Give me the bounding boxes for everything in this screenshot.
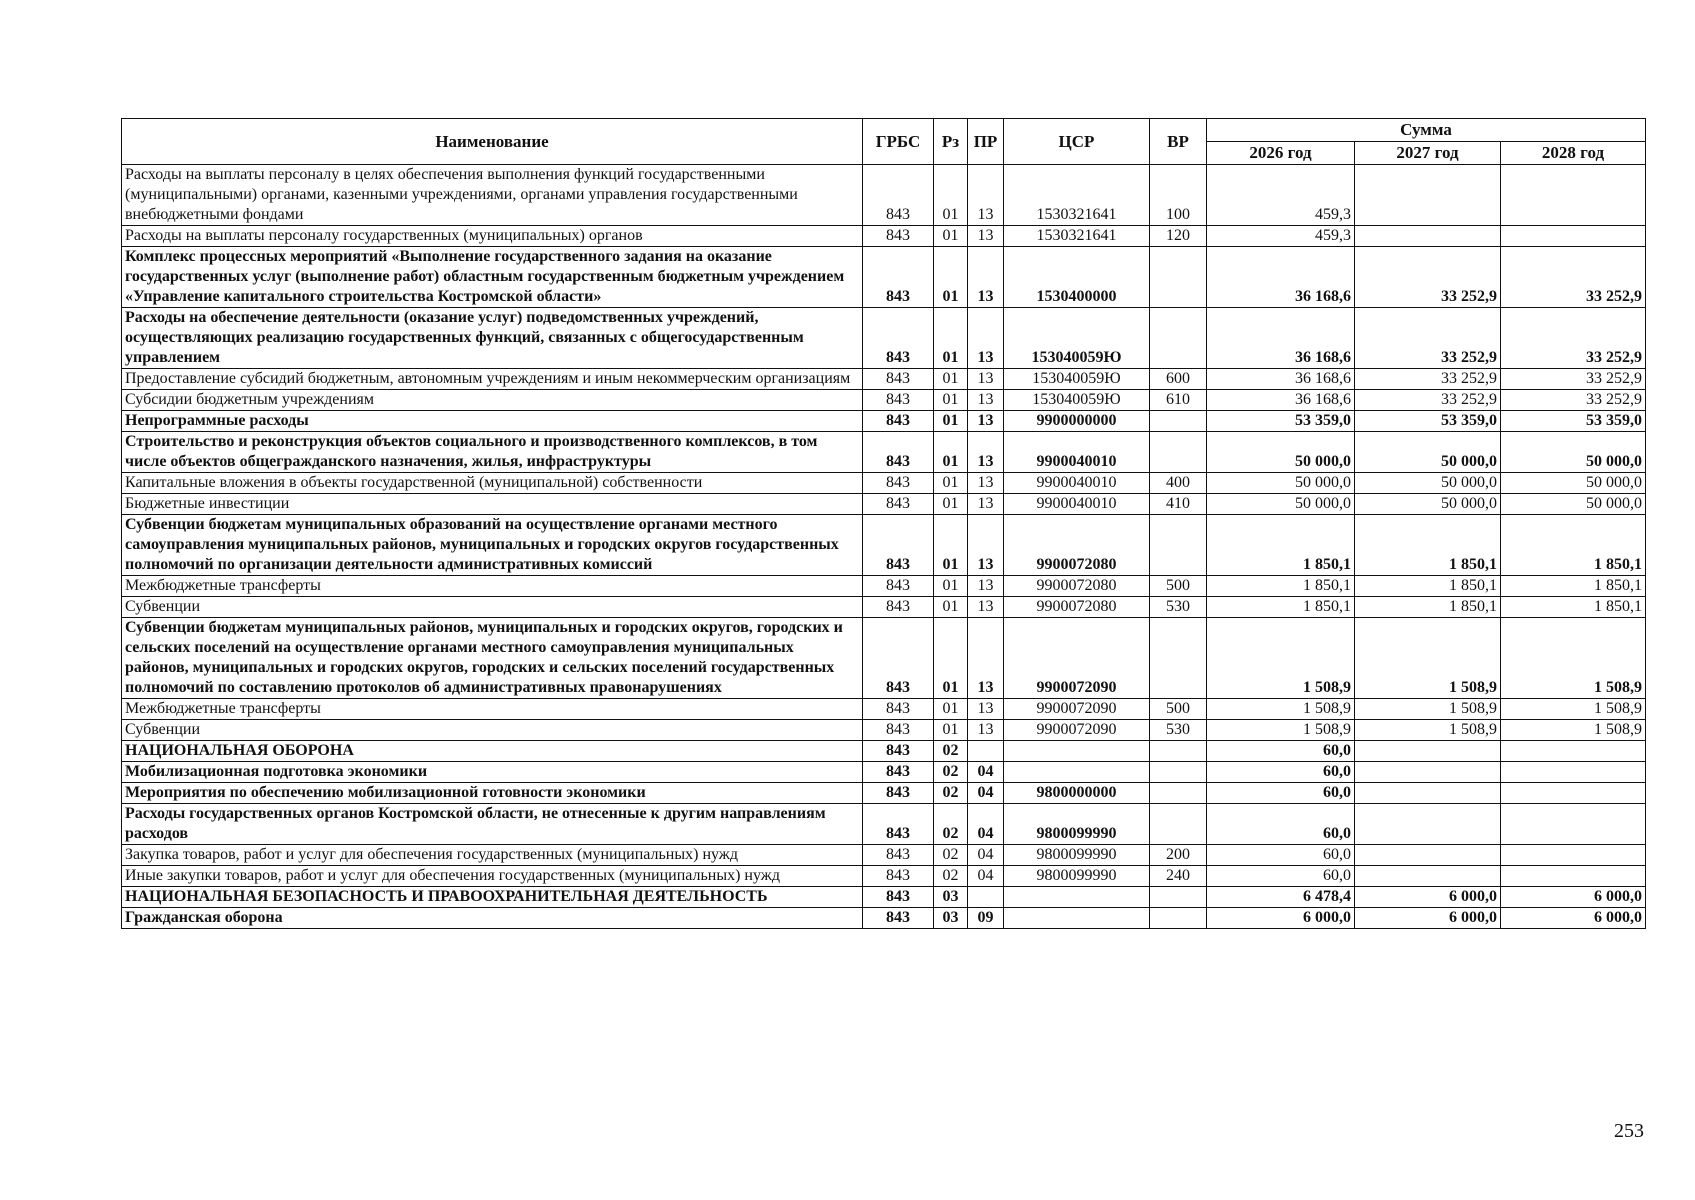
cell-grbs: 843 xyxy=(863,308,934,369)
cell-2028: 50 000,0 xyxy=(1501,432,1646,473)
cell-2028: 33 252,9 xyxy=(1501,247,1646,308)
cell-name: Иные закупки товаров, работ и услуг для обеспечения государственных (муниципальных) нужд xyxy=(122,866,863,887)
cell-2027: 1 850,1 xyxy=(1355,576,1501,597)
cell-2026: 50 000,0 xyxy=(1207,473,1355,494)
cell-csr xyxy=(1004,908,1150,929)
cell-pr xyxy=(968,887,1004,908)
table-row xyxy=(122,720,1646,741)
cell-csr: 9900072090 xyxy=(1004,699,1150,720)
cell-csr xyxy=(1004,762,1150,783)
cell-csr xyxy=(1004,741,1150,762)
cell-csr: 9800099990 xyxy=(1004,866,1150,887)
cell-2028: 1 508,9 xyxy=(1501,699,1646,720)
cell-csr: 9800099990 xyxy=(1004,845,1150,866)
cell-name: Предоставление субсидий бюджетным, автономным учреждениям и иным некоммерческим организациям xyxy=(122,369,863,390)
cell-2026: 1 850,1 xyxy=(1207,597,1355,618)
header-2028: 2028 год xyxy=(1501,142,1646,165)
cell-grbs: 843 xyxy=(863,494,934,515)
cell-pr: 13 xyxy=(968,390,1004,411)
cell-2027: 6 000,0 xyxy=(1355,908,1501,929)
cell-csr xyxy=(1004,887,1150,908)
cell-2026: 60,0 xyxy=(1207,783,1355,804)
cell-name: НАЦИОНАЛЬНАЯ ОБОРОНА xyxy=(122,741,863,762)
cell-name: Расходы на выплаты персоналу в целях обеспечения выполнения функций государственными (муниципальными) органами, казенными учреждениями, органами управления государственными внебюджетными фондами xyxy=(122,165,863,226)
table-row xyxy=(122,494,1646,515)
cell-csr: 9900072080 xyxy=(1004,576,1150,597)
cell-name: Межбюджетные трансферты xyxy=(122,699,863,720)
cell-pr: 04 xyxy=(968,783,1004,804)
cell-csr: 9900072080 xyxy=(1004,597,1150,618)
cell-2026: 53 359,0 xyxy=(1207,411,1355,432)
cell-2028 xyxy=(1501,845,1646,866)
cell-2027 xyxy=(1355,165,1501,226)
cell-rz: 01 xyxy=(934,515,968,576)
cell-2026: 459,3 xyxy=(1207,226,1355,247)
cell-2027 xyxy=(1355,226,1501,247)
table-row xyxy=(122,308,1646,369)
cell-rz: 02 xyxy=(934,762,968,783)
cell-csr: 9800099990 xyxy=(1004,804,1150,845)
cell-pr: 13 xyxy=(968,473,1004,494)
table-row xyxy=(122,473,1646,494)
cell-grbs: 843 xyxy=(863,783,934,804)
cell-vr: 410 xyxy=(1150,494,1207,515)
cell-pr: 09 xyxy=(968,908,1004,929)
cell-grbs: 843 xyxy=(863,887,934,908)
cell-pr: 04 xyxy=(968,804,1004,845)
cell-2028 xyxy=(1501,762,1646,783)
cell-csr: 9900040010 xyxy=(1004,494,1150,515)
table-row xyxy=(122,908,1646,929)
cell-2026: 60,0 xyxy=(1207,845,1355,866)
cell-name: Капитальные вложения в объекты государственной (муниципальной) собственности xyxy=(122,473,863,494)
cell-2027: 50 000,0 xyxy=(1355,473,1501,494)
cell-pr: 13 xyxy=(968,432,1004,473)
cell-csr: 1530321641 xyxy=(1004,226,1150,247)
cell-2027: 1 850,1 xyxy=(1355,515,1501,576)
cell-vr xyxy=(1150,411,1207,432)
cell-vr xyxy=(1150,804,1207,845)
header-pr: ПР xyxy=(968,119,1004,165)
cell-name: Бюджетные инвестиции xyxy=(122,494,863,515)
table-body xyxy=(122,165,1646,929)
cell-2027 xyxy=(1355,783,1501,804)
table-row xyxy=(122,369,1646,390)
header-2026: 2026 год xyxy=(1207,142,1355,165)
cell-vr: 610 xyxy=(1150,390,1207,411)
cell-pr: 13 xyxy=(968,247,1004,308)
header-sum: Сумма xyxy=(1207,119,1646,142)
cell-2027: 53 359,0 xyxy=(1355,411,1501,432)
cell-vr xyxy=(1150,887,1207,908)
cell-pr: 04 xyxy=(968,866,1004,887)
cell-vr: 500 xyxy=(1150,699,1207,720)
cell-2028: 33 252,9 xyxy=(1501,308,1646,369)
cell-rz: 01 xyxy=(934,432,968,473)
table-row xyxy=(122,618,1646,699)
table-row xyxy=(122,411,1646,432)
cell-csr: 9900040010 xyxy=(1004,473,1150,494)
cell-csr: 153040059Ю xyxy=(1004,390,1150,411)
cell-2028 xyxy=(1501,783,1646,804)
cell-grbs: 843 xyxy=(863,741,934,762)
cell-grbs: 843 xyxy=(863,369,934,390)
table-row xyxy=(122,390,1646,411)
cell-grbs: 843 xyxy=(863,432,934,473)
table-row xyxy=(122,576,1646,597)
cell-pr: 13 xyxy=(968,576,1004,597)
cell-grbs: 843 xyxy=(863,515,934,576)
cell-2028: 6 000,0 xyxy=(1501,887,1646,908)
table-row xyxy=(122,165,1646,226)
table-row xyxy=(122,515,1646,576)
cell-2027: 1 508,9 xyxy=(1355,618,1501,699)
cell-pr: 13 xyxy=(968,720,1004,741)
cell-2028 xyxy=(1501,741,1646,762)
cell-rz: 01 xyxy=(934,369,968,390)
cell-grbs: 843 xyxy=(863,597,934,618)
cell-pr: 13 xyxy=(968,597,1004,618)
cell-vr xyxy=(1150,762,1207,783)
cell-2028 xyxy=(1501,165,1646,226)
cell-2028: 1 850,1 xyxy=(1501,597,1646,618)
table-row xyxy=(122,804,1646,845)
cell-rz: 02 xyxy=(934,866,968,887)
cell-2026: 50 000,0 xyxy=(1207,494,1355,515)
cell-grbs: 843 xyxy=(863,390,934,411)
table-header xyxy=(122,119,1646,165)
header-rz: Рз xyxy=(934,119,968,165)
cell-rz: 01 xyxy=(934,165,968,226)
cell-name: Комплекс процессных мероприятий «Выполнение государственного задания на оказание государственных услуг (выполнение работ) областным государственным бюджетным учреждением «Управление капитального строительства Костромской области» xyxy=(122,247,863,308)
budget-table xyxy=(121,118,1646,929)
cell-name: Расходы государственных органов Костромской области, не отнесенные к другим направлениям расходов xyxy=(122,804,863,845)
cell-pr: 13 xyxy=(968,226,1004,247)
cell-rz: 02 xyxy=(934,845,968,866)
cell-2026: 50 000,0 xyxy=(1207,432,1355,473)
cell-rz: 02 xyxy=(934,741,968,762)
cell-2027: 1 850,1 xyxy=(1355,597,1501,618)
cell-2027: 33 252,9 xyxy=(1355,390,1501,411)
cell-pr: 13 xyxy=(968,369,1004,390)
cell-rz: 03 xyxy=(934,887,968,908)
cell-vr: 240 xyxy=(1150,866,1207,887)
cell-rz: 01 xyxy=(934,411,968,432)
cell-vr xyxy=(1150,618,1207,699)
cell-vr: 200 xyxy=(1150,845,1207,866)
cell-2028: 53 359,0 xyxy=(1501,411,1646,432)
cell-2026: 36 168,6 xyxy=(1207,247,1355,308)
cell-csr: 9900072090 xyxy=(1004,618,1150,699)
cell-vr xyxy=(1150,308,1207,369)
cell-rz: 01 xyxy=(934,720,968,741)
table-row xyxy=(122,762,1646,783)
cell-2027: 33 252,9 xyxy=(1355,247,1501,308)
table-row xyxy=(122,432,1646,473)
cell-2027: 1 508,9 xyxy=(1355,699,1501,720)
header-csr: ЦСР xyxy=(1004,119,1150,165)
cell-name: Расходы на обеспечение деятельности (оказание услуг) подведомственных учреждений, осуществляющих реализацию государственных функций, связанных с общегосударственным управлением xyxy=(122,308,863,369)
cell-grbs: 843 xyxy=(863,866,934,887)
cell-2028: 1 508,9 xyxy=(1501,618,1646,699)
cell-2026: 459,3 xyxy=(1207,165,1355,226)
cell-vr xyxy=(1150,783,1207,804)
cell-name: Закупка товаров, работ и услуг для обеспечения государственных (муниципальных) нужд xyxy=(122,845,863,866)
cell-rz: 01 xyxy=(934,473,968,494)
cell-pr: 04 xyxy=(968,845,1004,866)
cell-2027 xyxy=(1355,741,1501,762)
header-vr: ВР xyxy=(1150,119,1207,165)
cell-pr: 13 xyxy=(968,165,1004,226)
cell-name: Субвенции xyxy=(122,597,863,618)
cell-pr xyxy=(968,741,1004,762)
cell-vr xyxy=(1150,741,1207,762)
cell-csr: 153040059Ю xyxy=(1004,308,1150,369)
cell-2028 xyxy=(1501,866,1646,887)
cell-csr: 9900072080 xyxy=(1004,515,1150,576)
cell-2026: 1 508,9 xyxy=(1207,699,1355,720)
cell-vr xyxy=(1150,432,1207,473)
cell-2026: 60,0 xyxy=(1207,866,1355,887)
table-row xyxy=(122,887,1646,908)
cell-2028 xyxy=(1501,226,1646,247)
cell-2028: 33 252,9 xyxy=(1501,369,1646,390)
cell-pr: 04 xyxy=(968,762,1004,783)
cell-pr: 13 xyxy=(968,308,1004,369)
cell-vr xyxy=(1150,908,1207,929)
cell-vr: 500 xyxy=(1150,576,1207,597)
cell-2026: 36 168,6 xyxy=(1207,390,1355,411)
cell-vr xyxy=(1150,247,1207,308)
cell-2027 xyxy=(1355,866,1501,887)
cell-2028: 33 252,9 xyxy=(1501,390,1646,411)
cell-2028: 1 850,1 xyxy=(1501,515,1646,576)
cell-pr: 13 xyxy=(968,494,1004,515)
cell-grbs: 843 xyxy=(863,908,934,929)
cell-grbs: 843 xyxy=(863,576,934,597)
page-number: 253 xyxy=(1614,1120,1644,1142)
cell-vr: 530 xyxy=(1150,720,1207,741)
cell-csr: 9900040010 xyxy=(1004,432,1150,473)
cell-2028: 1 850,1 xyxy=(1501,576,1646,597)
cell-name: Гражданская оборона xyxy=(122,908,863,929)
header-name: Наименование xyxy=(122,119,863,165)
cell-grbs: 843 xyxy=(863,762,934,783)
table-row xyxy=(122,741,1646,762)
cell-2026: 1 850,1 xyxy=(1207,515,1355,576)
header-2027: 2027 год xyxy=(1355,142,1501,165)
table-row xyxy=(122,699,1646,720)
cell-2026: 6 478,4 xyxy=(1207,887,1355,908)
cell-vr: 100 xyxy=(1150,165,1207,226)
cell-csr: 1530400000 xyxy=(1004,247,1150,308)
cell-rz: 01 xyxy=(934,247,968,308)
cell-vr: 120 xyxy=(1150,226,1207,247)
cell-name: Расходы на выплаты персоналу государственных (муниципальных) органов xyxy=(122,226,863,247)
cell-csr: 153040059Ю xyxy=(1004,369,1150,390)
cell-2027 xyxy=(1355,762,1501,783)
cell-2027: 1 508,9 xyxy=(1355,720,1501,741)
cell-vr: 530 xyxy=(1150,597,1207,618)
cell-name: Мероприятия по обеспечению мобилизационной готовности экономики xyxy=(122,783,863,804)
cell-2027: 33 252,9 xyxy=(1355,369,1501,390)
cell-grbs: 843 xyxy=(863,165,934,226)
cell-rz: 02 xyxy=(934,783,968,804)
cell-2027: 50 000,0 xyxy=(1355,432,1501,473)
header-grbs: ГРБС xyxy=(863,119,934,165)
cell-2026: 36 168,6 xyxy=(1207,369,1355,390)
cell-grbs: 843 xyxy=(863,720,934,741)
cell-vr xyxy=(1150,515,1207,576)
cell-name: Субсидии бюджетным учреждениям xyxy=(122,390,863,411)
cell-rz: 01 xyxy=(934,699,968,720)
cell-rz: 01 xyxy=(934,390,968,411)
cell-grbs: 843 xyxy=(863,804,934,845)
cell-grbs: 843 xyxy=(863,473,934,494)
cell-2027 xyxy=(1355,804,1501,845)
cell-2027: 6 000,0 xyxy=(1355,887,1501,908)
cell-name: Субвенции xyxy=(122,720,863,741)
cell-2028: 6 000,0 xyxy=(1501,908,1646,929)
table-row xyxy=(122,845,1646,866)
cell-pr: 13 xyxy=(968,699,1004,720)
cell-2026: 1 850,1 xyxy=(1207,576,1355,597)
cell-csr: 1530321641 xyxy=(1004,165,1150,226)
cell-pr: 13 xyxy=(968,618,1004,699)
cell-2028: 50 000,0 xyxy=(1501,473,1646,494)
cell-pr: 13 xyxy=(968,515,1004,576)
cell-2027: 50 000,0 xyxy=(1355,494,1501,515)
cell-grbs: 843 xyxy=(863,411,934,432)
cell-name: Межбюджетные трансферты xyxy=(122,576,863,597)
cell-rz: 02 xyxy=(934,804,968,845)
cell-vr: 600 xyxy=(1150,369,1207,390)
cell-name: НАЦИОНАЛЬНАЯ БЕЗОПАСНОСТЬ И ПРАВООХРАНИТЕЛЬНАЯ ДЕЯТЕЛЬНОСТЬ xyxy=(122,887,863,908)
table-row xyxy=(122,247,1646,308)
cell-rz: 01 xyxy=(934,576,968,597)
table-row xyxy=(122,226,1646,247)
cell-rz: 01 xyxy=(934,618,968,699)
cell-rz: 01 xyxy=(934,597,968,618)
cell-2026: 60,0 xyxy=(1207,762,1355,783)
table-row xyxy=(122,783,1646,804)
cell-grbs: 843 xyxy=(863,845,934,866)
cell-csr: 9800000000 xyxy=(1004,783,1150,804)
cell-grbs: 843 xyxy=(863,226,934,247)
cell-rz: 01 xyxy=(934,494,968,515)
cell-2026: 1 508,9 xyxy=(1207,720,1355,741)
cell-grbs: 843 xyxy=(863,247,934,308)
cell-csr: 9900000000 xyxy=(1004,411,1150,432)
cell-2027: 33 252,9 xyxy=(1355,308,1501,369)
cell-2028 xyxy=(1501,804,1646,845)
cell-grbs: 843 xyxy=(863,618,934,699)
cell-2026: 1 508,9 xyxy=(1207,618,1355,699)
cell-name: Субвенции бюджетам муниципальных районов, муниципальных и городских округов, городских и сельских поселений на осуществление органами местного самоуправления муниципальных районов, муниципальных и городских округов, городских и сельских поселений государственных полномочий по составлению протоколов об административных правонарушениях xyxy=(122,618,863,699)
cell-rz: 01 xyxy=(934,308,968,369)
cell-name: Мобилизационная подготовка экономики xyxy=(122,762,863,783)
cell-2027 xyxy=(1355,845,1501,866)
table-row xyxy=(122,597,1646,618)
cell-csr: 9900072090 xyxy=(1004,720,1150,741)
cell-2028: 50 000,0 xyxy=(1501,494,1646,515)
cell-vr: 400 xyxy=(1150,473,1207,494)
cell-2026: 60,0 xyxy=(1207,741,1355,762)
cell-2028: 1 508,9 xyxy=(1501,720,1646,741)
cell-2026: 6 000,0 xyxy=(1207,908,1355,929)
cell-name: Непрограммные расходы xyxy=(122,411,863,432)
table-row xyxy=(122,866,1646,887)
cell-name: Строительство и реконструкция объектов социального и производственного комплексов, в том числе объектов общегражданского назначения, жилья, инфраструктуры xyxy=(122,432,863,473)
cell-pr: 13 xyxy=(968,411,1004,432)
cell-name: Субвенции бюджетам муниципальных образований на осуществление органами местного самоуправления муниципальных районов, муниципальных и городских округов государственных полномочий по организации деятельности административных комиссий xyxy=(122,515,863,576)
cell-rz: 01 xyxy=(934,226,968,247)
cell-grbs: 843 xyxy=(863,699,934,720)
cell-2026: 60,0 xyxy=(1207,804,1355,845)
cell-2026: 36 168,6 xyxy=(1207,308,1355,369)
cell-rz: 03 xyxy=(934,908,968,929)
